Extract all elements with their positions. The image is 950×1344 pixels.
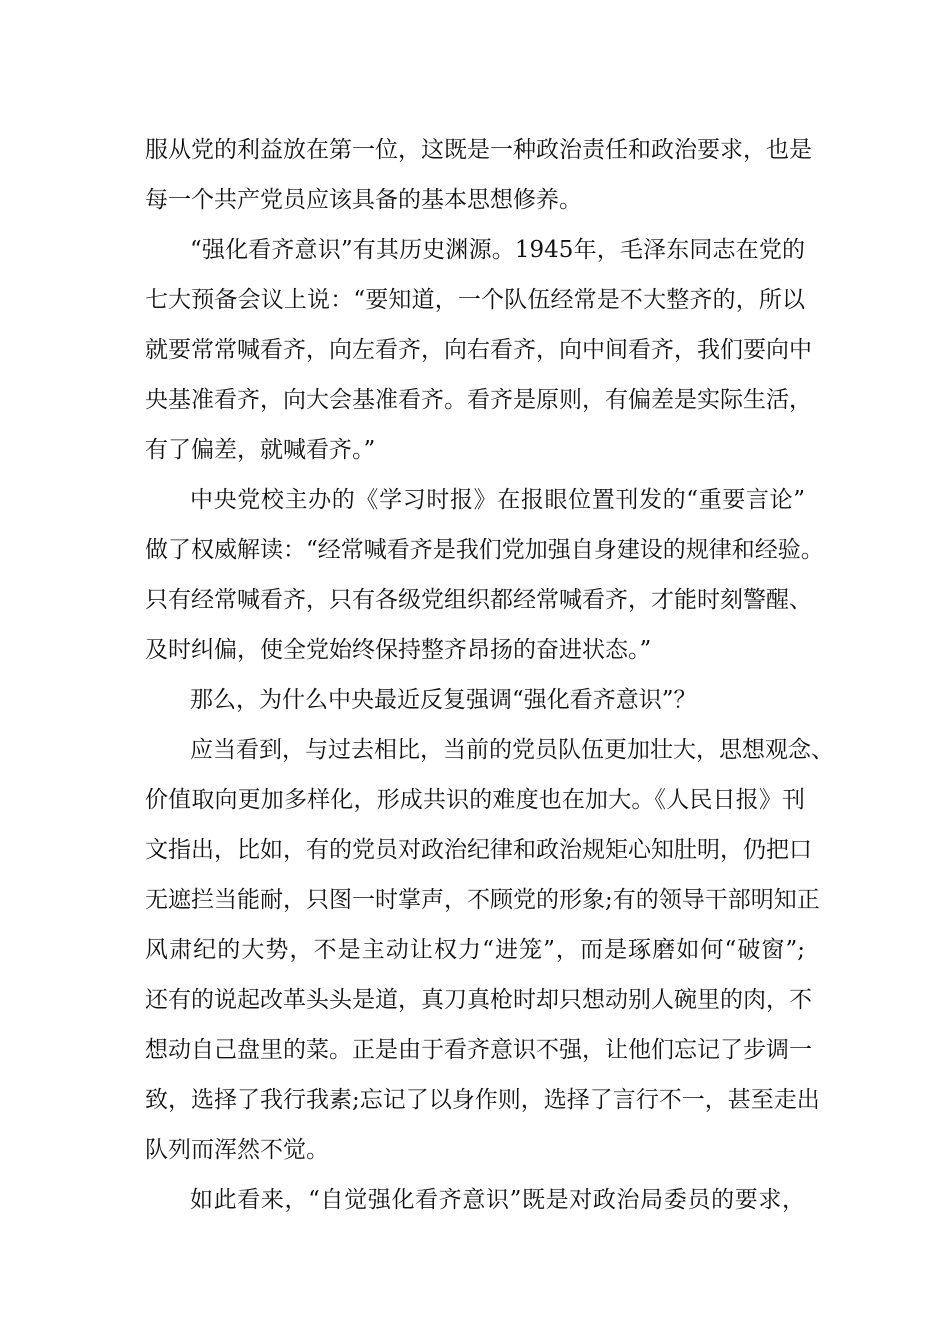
paragraph-first-line: 中央党校主办的《学习时报》在报眼位置刊发的“重要言论” <box>190 487 805 513</box>
text-line: 风肃纪的大势，不是主动让权力“进笼”，而是琢磨如何“破窗”; <box>145 937 805 963</box>
text-line: 及时纠偏，使全党始终保持整齐昂扬的奋进状态。” <box>145 637 652 663</box>
paragraph-first-line: 那么，为什么中央最近反复强调“强化看齐意识”？ <box>190 687 697 713</box>
text-line: 致，选择了我行我素;忘记了以身作则，选择了言行不一，甚至走出 <box>145 1087 820 1113</box>
paragraph-first-line: “强化看齐意识”有其历史渊源。1945年，毛泽东同志在党的 <box>190 237 805 263</box>
text-line: 还有的说起改革头头是道，真刀真枪时却只想动别人碗里的肉，不 <box>145 987 812 1013</box>
paragraph-first-line: 应当看到，与过去相比，当前的党员队伍更加壮大，思想观念、 <box>190 737 834 763</box>
text-line: 央基准看齐，向大会基准看齐。看齐是原则，有偏差是实际生活， <box>145 387 812 413</box>
text-line: 文指出，比如，有的党员对政治纪律和政治规矩心知肚明，仍把口 <box>145 837 812 863</box>
text-line: 做了权威解读：“经常喊看齐是我们党加强自身建设的规律和经验。 <box>145 537 824 563</box>
text-line: 服从党的利益放在第一位，这既是一种政治责任和政治要求，也是 <box>145 137 812 163</box>
text-line: 想动自己盘里的菜。正是由于看齐意识不强，让他们忘记了步调一 <box>145 1037 812 1063</box>
text-line: 七大预备会议上说：“要知道，一个队伍经常是不大整齐的，所以 <box>145 287 805 313</box>
text-line: 价值取向更加多样化，形成共识的难度也在加大。《人民日报》刊 <box>145 787 805 813</box>
text-line: 只有经常喊看齐，只有各级党组织都经常喊看齐，才能时刻警醒、 <box>145 587 812 613</box>
text-line: 就要常常喊看齐，向左看齐，向右看齐，向中间看齐，我们要向中 <box>145 337 812 363</box>
text-line: 队列而浑然不觉。 <box>145 1137 329 1163</box>
text-line: 每一个共产党员应该具备的基本思想修养。 <box>145 187 582 213</box>
text-line: 有了偏差，就喊看齐。” <box>145 437 376 463</box>
paragraph-first-line: 如此看来，“自觉强化看齐意识”既是对政治局委员的要求， <box>190 1187 805 1213</box>
text-line: 无遮拦当能耐，只图一时掌声，不顾党的形象;有的领导干部明知正 <box>145 887 820 913</box>
